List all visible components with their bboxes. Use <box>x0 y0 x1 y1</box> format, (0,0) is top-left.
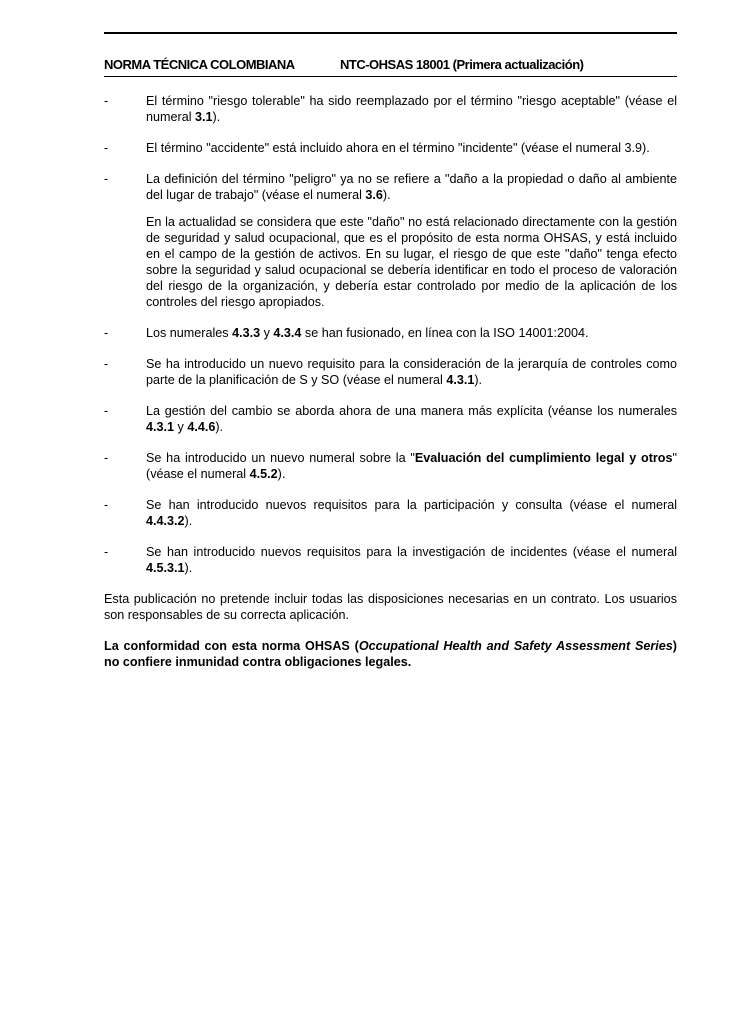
item-text: ). <box>277 467 286 481</box>
document-page <box>104 32 677 670</box>
bullet-dash: - <box>104 404 109 418</box>
item-ref: 3.6 <box>365 188 383 202</box>
item-text: Se han introducido nuevos requisitos para la participación y consulta (véase el numeral <box>146 498 677 512</box>
item-ref: 4.5.3.1 <box>146 561 185 575</box>
bullet-dash: - <box>104 357 109 371</box>
item-text: Se han introducido nuevos requisitos para la investigación de incidentes (véase el numeral <box>146 545 677 559</box>
document-body <box>104 93 677 670</box>
item-text: ). <box>212 110 221 124</box>
list-item <box>104 450 677 482</box>
item-text: Se ha introducido un nuevo requisito para la consideración de la jerarquía de controles como parte de la planificación de S y SO (véase el numeral <box>146 357 677 387</box>
page-header <box>104 32 677 77</box>
item-ref: 4.3.1 <box>446 373 475 387</box>
danio-paragraph: En la actualidad se considera que este "daño" no está relacionado directamente con la gestión de seguridad y salud ocupacional, que es el propósito de esta norma OHSAS, y está incluido en el campo de la gestión de activos. En su lugar, el riesgo de que este "daño" tenga efecto sobre la seguridad y salud ocupacional se debería identificar en todo el proceso de valoración del riesgo de la organización, y debería estar controlado por medio de la aplicación de los controles del riesgo apropiados. <box>146 215 677 309</box>
header-standard-name: NORMA TÉCNICA COLOMBIANA <box>104 57 295 72</box>
list-item <box>104 356 677 388</box>
list-item <box>104 93 677 125</box>
item-text: ). <box>382 188 391 202</box>
bullet-dash: - <box>104 545 109 559</box>
item-ref: 4.3.4 <box>273 326 302 340</box>
item-text: se han fusionado, en línea con la ISO 14001:2004. <box>301 326 589 340</box>
item-text: La gestión del cambio se aborda ahora de una manera más explícita (véanse los numerales <box>146 404 677 418</box>
bullet-dash: - <box>104 94 109 108</box>
item-text: El término "accidente" está incluido ahora en el término "incidente" (véase el numeral 3.9). <box>146 141 650 155</box>
publication-note: Esta publicación no pretende incluir todas las disposiciones necesarias en un contrato. Los usuarios son responsables de su correcta aplicación. <box>104 592 677 622</box>
list-item <box>104 325 677 341</box>
item-text: y <box>174 420 188 434</box>
item-ref: 4.3.3 <box>232 326 261 340</box>
item-text: Se ha introducido un nuevo numeral sobre la " <box>146 451 415 465</box>
item-ref: 4.3.1 <box>146 420 175 434</box>
item-text: Los numerales <box>146 326 233 340</box>
list-item <box>104 140 677 156</box>
item-text: y <box>260 326 274 340</box>
bullet-dash: - <box>104 141 109 155</box>
header-standard-code: NTC-OHSAS 18001 (Primera actualización) <box>340 57 584 72</box>
conformity-series-name: Occupational Health and Safety Assessment Series <box>358 639 673 653</box>
item-emphasis: Evaluación del cumplimiento legal y otros <box>414 451 673 465</box>
item-ref: 3.1 <box>195 110 213 124</box>
item-text: El término "riesgo tolerable" ha sido reemplazado por el término "riesgo aceptable" (véase el numeral <box>146 94 677 124</box>
conformity-text: La conformidad con esta norma OHSAS ( <box>104 639 359 653</box>
conformity-text: ) no confiere inmunidad contra obligaciones legales. <box>104 639 677 669</box>
item-text: La definición del término "peligro" ya no se refiere a "daño a la propiedad o daño al ambiente del lugar de trabajo" (véase el numeral <box>146 172 677 202</box>
list-item <box>104 403 677 435</box>
item-ref: 4.5.2 <box>249 467 278 481</box>
bullet-dash: - <box>104 451 109 465</box>
item-text: ). <box>184 514 193 528</box>
list-item <box>104 497 677 529</box>
list-item <box>104 171 677 203</box>
bullet-dash: - <box>104 172 109 186</box>
item-ref: 4.4.6 <box>187 420 216 434</box>
item-text: ). <box>215 420 224 434</box>
item-text: " (véase el numeral <box>146 451 677 481</box>
conformity-statement <box>104 638 677 670</box>
bullet-dash: - <box>104 498 109 512</box>
item-text: ). <box>474 373 483 387</box>
item-ref: 4.4.3.2 <box>146 514 185 528</box>
bullet-dash: - <box>104 326 109 340</box>
item-text: ). <box>184 561 193 575</box>
list-item <box>104 544 677 576</box>
